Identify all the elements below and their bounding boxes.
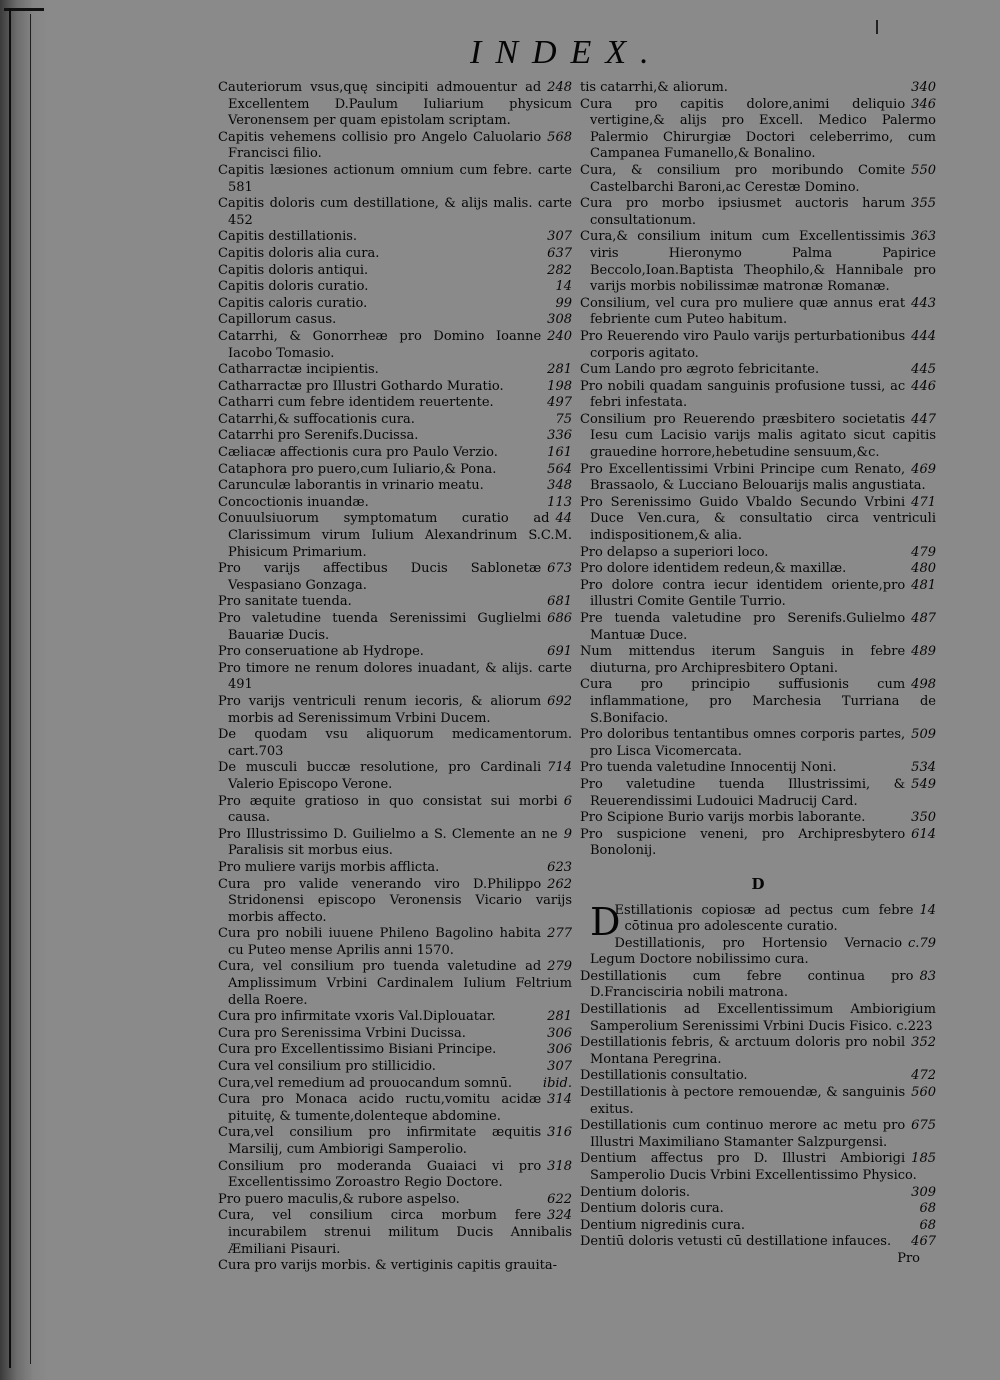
entry-page-number: 306 [547,1042,572,1058]
entry-page-number: 467 [911,1234,936,1250]
index-entry [218,229,572,246]
entry-page-number: 262 [547,876,572,892]
entry-text: De quodam vsu aliquorum medicamentorum. cart.703 [218,727,572,759]
entry-page-number: 691 [547,644,572,660]
entry-page-number: 445 [911,362,936,378]
index-entry [218,428,572,445]
index-entry [580,1085,936,1118]
entry-text: Cura, vel consilium pro tuenda valetudine ad Amplissimum Vrbini Cardinalem Iulium Feltrium della Roere. [218,959,572,1008]
index-entry [218,80,572,130]
index-entry [218,1159,572,1192]
entry-page-number: ibid. [542,1075,572,1091]
entry-page-number: 44 [555,511,572,527]
entry-page-number: 14 [555,279,572,295]
entry-text: Destillationis febris, & arctuum doloris pro nobil Montana Peregrina. [580,1035,906,1067]
section-letter: D [751,874,765,893]
index-entry [218,462,572,479]
entry-page-number: 279 [547,959,572,975]
entry-text: Cataphora pro puero,cum Iuliario,& Pona. [218,461,497,477]
entry-page-number: 355 [911,196,936,212]
entry-page-number: 281 [547,362,572,378]
entry-text: Pro sanitate tuenda. [218,594,352,610]
entry-text: Cura pro Excellentissimo Bisiani Principe. [218,1042,497,1058]
index-entry [580,296,936,329]
index-entry [580,1218,936,1235]
entry-text: Dentium nigredinis cura. [580,1217,746,1233]
entry-text: Destillationis à pectore remouendæ, & sanguinis exitus. [580,1085,906,1117]
index-entry [218,877,572,927]
page-edge-mark [876,20,878,34]
entry-text: Pro nobili quadam sanguinis profusione tussi, ac febri infestata. [580,378,906,411]
index-entry [580,677,936,727]
entry-page-number: 480 [911,561,936,577]
index-entry [580,578,936,611]
index-entry [218,1192,572,1209]
index-entry [580,80,936,97]
entry-text: Dentium doloris. [580,1184,691,1200]
entry-text: Dentium affectus pro D. Illustri Ambiorigi Samperolio Ducis Vrbini Excellentissimo Physico. [580,1151,917,1183]
entry-page-number: 281 [547,1009,572,1025]
entry-text: Cura,vel remedium ad prouocandum somnū. [218,1075,513,1091]
entry-text: Cæliacæ affectionis cura pro Paulo Verzio. [218,445,498,461]
left-column [218,80,572,1275]
entry-text: De musculi buccæ resolutione, pro Cardinali Valerio Episcopo Verone. [218,760,542,792]
index-entry [580,810,936,827]
entry-page-number: 314 [547,1092,572,1108]
index-entry [218,1125,572,1158]
entry-text: Conuulsiuorum symptomatum curatio ad Clarissimum virum Iulium Alexandrinum S.C.M. Phisicum Primarium. [218,511,572,560]
entry-page-number: 487 [911,611,936,626]
entry-text: Consilium pro moderanda Guaiaci vi pro Excellentissimo Zoroastro Regio Doctore. [218,1158,542,1191]
entry-text: Cauteriorum vsus,quę sincipiti admouentur ad Excellentem D.Paulum Iuliarium physicum Veronensem per quam epistolam scriptam. [218,80,572,129]
entry-text: Cura pro capitis dolore,animi deliquio vertigine,& alijs pro Excell. Medico Palermo Palermio Chirurgiæ Doctori celeberrimo, cum Campanea Fumanello,& Bonalino. [580,96,936,162]
index-entry [218,1042,572,1059]
entry-page-number: 99 [555,295,572,311]
entry-text: Destillationis ad Excellentissimum Ambiorigium Samperolium Serenissimi Vrbini Ducis Fisico. c.223 [580,1002,936,1034]
entry-text: Pro æquite gratioso in quo consistat sui morbi causa. [218,793,558,826]
index-entry [580,936,936,969]
entry-text: Pro timore ne renum dolores inuadant, & alijs. carte 491 [218,660,572,693]
entry-text: Catharractæ pro Illustri Gothardo Muratio. [218,378,504,394]
entry-text: Cura, vel consilium circa morbum fere incurabilem strenui militum Ducis Annibalis Æmiliani Pisauri. [218,1208,572,1257]
index-entry [580,611,936,644]
index-entry [218,1258,572,1275]
entry-page-number: 198 [547,378,572,394]
entry-page-number: 307 [547,1059,572,1075]
entry-page-number: 185 [911,1151,936,1167]
entry-text: Capitis doloris curatio. [218,279,369,295]
index-entry [218,727,572,760]
index-entry [218,1076,572,1093]
index-entry [218,794,572,827]
index-entry [580,644,936,677]
index-entry [218,926,572,959]
entry-page-number: 309 [911,1184,936,1200]
index-entry [218,263,572,280]
index-entry [218,760,572,793]
section-d-entries [580,899,936,1251]
index-entry [218,511,572,561]
index-entry [580,196,936,229]
entry-page-number: 352 [911,1035,936,1051]
entry-page-number: 549 [911,776,936,792]
index-entry [218,1059,572,1076]
entry-page-number: 489 [911,644,936,660]
binding-rule [9,8,11,1368]
index-entry [218,1208,572,1258]
entry-text: Capitis doloris alia cura. [218,245,380,261]
entry-page-number: 277 [547,926,572,942]
entry-text: Catharri cum febre identidem reuertente. [218,395,494,411]
entry-page-number: 68 [919,1217,936,1233]
entry-page-number: 446 [911,378,936,394]
entry-page-number: 686 [547,611,572,626]
entry-page-number: 75 [555,411,572,427]
index-entry [218,478,572,495]
entry-text: Destillationis, pro Hortensio Vernacio Legum Doctore nobilissimo cura. [590,935,903,968]
right-column [580,80,936,1268]
entry-text: Pro Reuerendo viro Paulo varijs perturbationibus corporis agitato. [580,328,906,361]
entry-text: Consilium pro Reuerendo præsbitero societatis Iesu cum Lacisio varijs malis agitato sicut capitis grauedine horrore,hebetudine sensuum,&c. [580,411,936,461]
entry-text: Cura,& consilium initum cum Excellentissimis viris Hieronymo Palma Papirice Beccolo,Ioan.Baptista Theophilo,& Hannibale pro varijs morbis nobilissimæ matronæ Romanæ. [580,229,936,295]
entry-page-number: 363 [911,229,936,245]
index-entry [218,279,572,296]
entry-page-number: 472 [911,1068,936,1084]
entry-text: Catarrhi pro Serenifs.Ducissa. [218,428,419,444]
index-entry [580,545,936,562]
entry-text: Pro muliere varijs morbis afflicta. [218,859,440,875]
entry-text: Cura pro Serenissima Vrbini Ducissa. [218,1025,466,1041]
index-entry [218,611,572,644]
entry-text: tis catarrhi,& aliorum. [580,80,728,95]
index-entry [580,1002,936,1035]
entry-text: Capitis destillationis. [218,229,358,245]
entry-page-number: 471 [911,494,936,510]
entry-page-number: 336 [547,428,572,444]
entry-page-number: 444 [911,328,936,344]
drop-capital: D [590,899,621,944]
index-entry [218,312,572,329]
index-entry [580,727,936,760]
entry-text: Cura pro infirmitate vxoris Val.Diplouatar. [218,1009,496,1025]
entry-text: Pro valetudine tuenda Illustrissimi, & Reuerendissimi Ludouici Madrucij Card. [580,776,906,809]
binding-rule-inner [30,14,31,1364]
index-entry [218,1026,572,1043]
entry-page-number: 637 [547,245,572,261]
index-entry [580,1068,936,1085]
entry-text: Pro Excellentissimi Vrbini Principe cum Renato, Brassaolo, & Lucciano Belouarijs malis angustiata. [580,461,926,494]
index-entry [580,561,936,578]
entry-text: Pro varijs ventriculi renum iecoris, & aliorum morbis ad Serenissimum Vrbini Ducem. [218,693,542,726]
entry-text: Capillorum casus. [218,312,337,328]
entry-text: Cura pro nobili iuuene Phileno Bagolino habita cu Puteo mense Aprilis anni 1570. [218,926,542,958]
entry-page-number: 316 [547,1125,572,1141]
entry-page-number: 113 [547,494,572,510]
entry-page-number: 497 [547,395,572,411]
index-entry [218,296,572,313]
index-entry [580,760,936,777]
entry-page-number: 306 [547,1025,572,1041]
entry-text: Cura,vel consilium pro infirmitate æquitis Marsilij, cum Ambiorigi Samperolio. [218,1125,542,1157]
index-entry [580,362,936,379]
entry-page-number: 675 [911,1118,936,1134]
index-entry [580,827,936,860]
entry-page-number: 308 [547,312,572,328]
index-entry [218,827,572,860]
entry-page-number: 324 [547,1208,572,1224]
entry-page-number: 714 [547,760,572,776]
entry-text: Pro varijs affectibus Ducis Sablonetæ Vespasiano Gonzaga. [218,561,542,593]
entry-text: Dentium doloris cura. [580,1201,724,1217]
entry-text: Pre tuenda valetudine pro Serenifs.Gulielmo Mantuæ Duce. [580,611,906,643]
entry-page-number: 14 [919,902,936,918]
entry-page-number: 509 [911,727,936,743]
index-entry [218,163,572,196]
entry-page-number: 550 [911,162,936,178]
index-entry [580,969,936,1002]
index-entry [218,196,572,229]
index-entry [580,412,936,462]
entry-text: Consilium, vel cura pro muliere quæ annus erat febriente cum Puteo habitum. [580,295,906,328]
entry-page-number: 568 [547,129,572,145]
catchword: Pro [897,1250,920,1266]
entry-text: Estillationis copiosæ ad pectus cum febre cōtinua pro adolescente curatio. [614,902,914,935]
entry-text: Num mittendus iterum Sanguis in febre diuturna, pro Archipresbitero Optani. [580,644,906,676]
entry-text: Destillationis cum continuo merore ac metu pro Illustri Maximiliano Stamanter Salzpurgensi. [580,1118,906,1150]
index-entry [580,379,936,412]
index-entry [218,445,572,462]
index-entry [580,462,936,495]
entry-page-number: 318 [547,1158,572,1174]
entry-text: Catarrhi, & Gonorrheæ pro Domino Ioanne Iacobo Tomasio. [218,328,542,361]
entry-text: Capitis doloris antiqui. [218,262,369,278]
entry-text: Dentiū doloris vetusti cū destillatione infauces. [580,1234,892,1250]
index-entry [580,1118,936,1151]
entry-text: Pro valetudine tuenda Serenissimi Guglielmi Bauariæ Ducis. [218,611,542,643]
index-entry [218,379,572,396]
index-entry [218,412,572,429]
entry-page-number: 673 [547,561,572,577]
entry-page-number: 623 [547,859,572,875]
entry-page-number: 346 [911,96,936,112]
entry-page-number: 469 [911,461,936,477]
entry-text: Catharractæ incipientis. [218,362,379,378]
entry-text: Pro Serenissimo Guido Vbaldo Secundo Vrbini Duce Ven.cura, & consultatio circa ventriculi indispositionem,& alia. [580,494,936,544]
entry-page-number: 481 [911,577,936,593]
entry-text: Pro conseruatione ab Hydrope. [218,644,424,660]
index-entry [580,1185,936,1202]
index-entry [580,1234,936,1251]
book-binding-shadow [0,0,48,1380]
entry-text: Destillationis consultatio. [580,1068,748,1084]
entry-page-number: 9 [563,826,572,842]
index-entry [218,860,572,877]
entry-page-number: 443 [911,295,936,311]
entry-page-number: 248 [547,80,572,95]
entry-page-number: 240 [547,328,572,344]
right-column-entries [580,80,936,860]
index-entry [218,130,572,163]
entry-page-number: 68 [919,1201,936,1217]
entry-text: Destillationis cum febre continua pro D.Francisciria nobili matrona. [580,968,914,1001]
index-entry [218,1092,572,1125]
index-entry [580,97,936,163]
entry-text: Cura pro varijs morbis. & vertiginis capitis grauita- [218,1258,558,1274]
entry-text: Cura pro valide venerando viro D.Philippo Stridonensi episcopo Veronensis Vicario varijs morbis affecto. [218,876,572,925]
index-entry [580,777,936,810]
index-entry [218,644,572,661]
entry-text: Cura pro morbo ipsiusmet auctoris harum consultationum. [580,196,906,228]
entry-page-number: 348 [547,478,572,494]
entry-page-number: 282 [547,262,572,278]
entry-page-number: 498 [911,677,936,693]
entry-text: Cura pro principio suffusionis cum inflammatione, pro Marchesia Turriana de S.Bonifacio. [580,677,936,726]
index-entry [218,395,572,412]
entry-page-number: 447 [911,411,936,427]
entry-text: Pro doloribus tentantibus omnes corporis partes, pro Lisca Vicomercata. [580,727,906,759]
entry-page-number: 340 [911,80,936,95]
index-entry [218,246,572,263]
entry-page-number: 622 [547,1191,572,1207]
index-entry [580,1151,936,1184]
page-title: INDEX. [470,34,663,71]
entry-text: Pro Illustrissimo D. Guilielmo a S. Clemente an ne Paralisis sit morbus eius. [218,826,558,859]
entry-text: Catarrhi,& suffocationis cura. [218,411,415,427]
index-entry [580,495,936,545]
entry-text: Pro tuenda valetudine Innocentij Noni. [580,760,837,776]
index-entry [218,495,572,512]
index-entry [218,1009,572,1026]
index-entry [580,163,936,196]
entry-text: Concoctionis inuandæ. [218,494,369,510]
entry-text: Cura vel consilium pro stillicidio. [218,1059,436,1075]
entry-text: Pro suspicione veneni, pro Archipresbytero Bonolonij. [580,826,906,859]
entry-text: Pro puero maculis,& rubore aspelso. [218,1191,460,1207]
entry-text: Capitis vehemens collisio pro Angelo Caluolario Francisci filio. [218,129,542,162]
entry-text: Pro dolore identidem redeun,& maxillæ. [580,561,847,577]
entry-page-number: 692 [547,693,572,709]
entry-page-number: 614 [911,826,936,842]
entry-text: Cura, & consilium pro moribundo Comite Castelbarchi Baroni,ac Cerestæ Domino. [580,162,906,195]
entry-page-number: 534 [911,760,936,776]
entry-page-number: 350 [911,810,936,826]
entry-page-number: 564 [547,461,572,477]
entry-page-number: 161 [547,445,572,461]
entry-text: Capitis doloris cum destillatione, & alijs malis. carte 452 [218,196,572,228]
entry-text: Capitis læsiones actionum omnium cum febre. carte 581 [218,162,572,195]
index-entry [218,959,572,1009]
index-entry [218,561,572,594]
index-entry [580,1201,936,1218]
entry-text: Cum Lando pro ægroto febricitante. [580,362,820,378]
index-entry [218,329,572,362]
index-entry [580,229,936,295]
index-entry [218,661,572,694]
entry-page-number: 6 [563,793,572,809]
index-entry [218,694,572,727]
entry-text: Pro dolore contra iecur identidem oriente,pro illustri Comite Gentile Turrio. [580,577,906,610]
entry-page-number: 560 [911,1085,936,1101]
entry-page-number: 307 [547,229,572,245]
entry-text: Capitis caloris curatio. [218,295,368,311]
index-entry [580,1035,936,1068]
entry-page-number: c.79 [908,935,936,951]
entry-page-number: 479 [911,544,936,560]
entry-text: Pro delapso a superiori loco. [580,544,769,560]
entry-page-number: 681 [547,594,572,610]
entry-page-number: 83 [919,968,936,984]
entry-text: Cura pro Monaca acido ructu,vomitu acidæ pituitę, & tumente,dolenteque abdomine. [218,1092,542,1124]
index-entry [218,594,572,611]
entry-text: Pro Scipione Burio varijs morbis laborante. [580,810,866,826]
entry-text: Carunculæ laborantis in vrinario meatu. [218,478,484,494]
index-entry [580,329,936,362]
index-entry [218,362,572,379]
